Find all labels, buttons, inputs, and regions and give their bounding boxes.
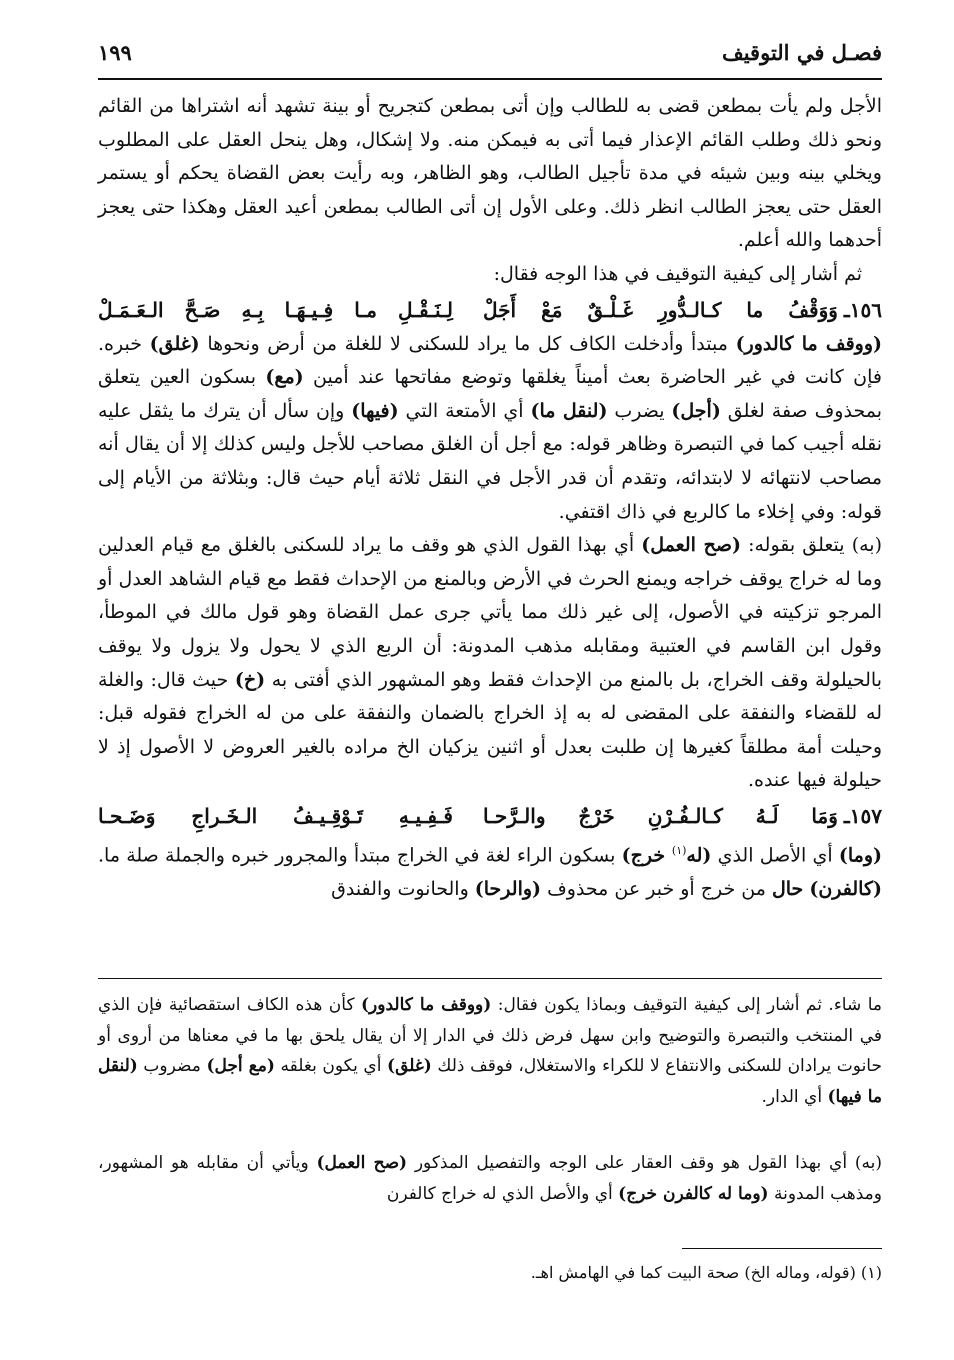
- verse-hemistich-second: لِـنَـقْـلِ مـا فِـيـهَـا بِـهِ صَـحَّ الـعَـمَـلْ: [98, 297, 453, 322]
- verse-hemistich-second: فَـفِـيـهِ تَـوْقِـيـفُ الـخَـراجِ وَضَـحـا: [98, 803, 453, 828]
- note-term: (ووقف ما كالدور): [361, 995, 492, 1015]
- verse-number: ١٥٧ـ: [843, 803, 882, 828]
- commentary-term: (خ): [234, 668, 266, 691]
- commentary-term: (غلق): [149, 332, 200, 355]
- commentary-156: (ووقف ما كالدور) مبتدأ وأدخلت الكاف كل ما يراد للسكنى لا للغلة من أرض ونحوها (غلق) خبره. فإن كانت في غير الحاضرة بعث أميناً يغلقها وتوضع مفاتحها عند أمين (مع) بسكون العين يتعلق بمحذوف صفة لغلق (أجل) يضرب (لنقل ما) أي الأمتعة التي (فيها) وإن سأل أن يترك ما يثقل عليه نقله أجيب كما في التبصرة وظاهر قوله: مع أجل أن الغلق مصاحب للأجل وليس كذلك إلا أن يقال أنه مصاحب لانتهائه لا لابتدائه، وتقدم أن قدر الأجل في النقل ثلاثة أيام حيث قال: وبثلاثة من الأيام إلى قوله: وفي إخلاء ما كالربع في ذاك اقتفي.: [98, 332, 883, 523]
- note-term: (غلق): [387, 1056, 432, 1076]
- verse-hemistich-first: وَمَا لَـهُ كـالـفُـرْنِ خَرْجٌ والـرَّحـا: [482, 803, 838, 828]
- verse-hemistich-first: وَوَقْفُ ما كـالـدُّورِ غَـلْـقٌ مَعْ أَجَلْ: [482, 297, 838, 322]
- note-paragraph: ما شاء. ثم أشار إلى كيفية التوقيف وبماذا يكون فقال: (ووقف ما كالدور) كأن هذه الكاف استقصائية فإن الذي في المنتخب والتبصرة والتوضيح وابن سهل فرض ذلك في الدار إلا أن يقال يلحق بها ما في معناها من أروى أو حانوت يرادان للسكنى والانتفاع لا للكراء والاستغلال، فوقف ذلك (غلق) أي يكون بغلقه (مع أجل) مضروب (لنقل ما فيها) أي الدار.: [98, 995, 882, 1107]
- commentary-157: (وما) أي الأصل الذي (له$^{(١)}$ خرج) بسكون الراء لغة في الخراج مبتدأ والمجرور خبره والجملة صلة ما. (كالفرن) حال من خرج أو خبر عن محذوف (والرحا) والحانوت والفندق: [98, 843, 883, 900]
- commentary-term: (له: [686, 844, 712, 867]
- chapter-title: فصـل في التوقيف: [721, 39, 882, 65]
- verse-157: [98, 798, 882, 834]
- marginal-notes: [98, 990, 882, 1209]
- footnote: [98, 1260, 882, 1286]
- notes-divider: [98, 978, 882, 979]
- commentary-term: (لنقل ما): [530, 399, 608, 422]
- footnote-marker: (١): [860, 1263, 882, 1282]
- commentary-term: (صح العمل): [641, 534, 741, 557]
- note-term: (مع أجل): [206, 1056, 275, 1076]
- commentary-term: حال: [771, 877, 804, 900]
- main-text: [98, 90, 882, 906]
- transition-line: ثم أشار إلى كيفية التوقيف في هذا الوجه فقال:: [493, 262, 862, 285]
- commentary-term: (والرحا): [474, 877, 542, 900]
- commentary-term: (وما): [838, 844, 883, 867]
- note-term: (وما له كالفرن خرج): [618, 1183, 769, 1204]
- intro-paragraph: الأجل ولم يأت بمطعن قضى به للطالب وإن أتى بمطعن كتجريح أو بينة تشهد أنه اشتراها من القائم ونحو ذلك وطلب القائم الإعذار فيما أتى به فيمكن منه. ولا إشكال، وهل ينحل العقل على المطلوب ويخلي بينه وبين شيئه في مدة تأجيل الطالب، وهو الظاهر، وبه رأيت بعض القضاة يحكم أو يستمر العقل حتى يعجز الطالب انظر ذلك. وعلى الأول إن أتى الطالب بمطعن أعيد العقل وهكذا حتى يعجز أحدهما والله أعلم.: [98, 95, 882, 252]
- note-term: (صح العمل): [316, 1153, 408, 1173]
- commentary-term: (أجل): [671, 399, 721, 422]
- footnote-reference: (١): [671, 843, 687, 857]
- commentary-term: (ووقف ما كالدور): [735, 332, 882, 355]
- commentary-term: خرج): [621, 844, 672, 867]
- footnote-divider: [682, 1248, 882, 1249]
- commentary-term: (مع): [265, 366, 304, 389]
- note-paragraph: (به) أي بهذا القول هو وقف العقار على الوجه والتفصيل المذكور (صح العمل) ويأتي أن مقابله هو المشهور، ومذهب المدونة (وما له كالفرن خرج) أي والأصل الذي له خراج كالفرن: [98, 1153, 882, 1204]
- note-term: (لنقل ما فيها): [98, 1056, 882, 1107]
- verse-156: [98, 292, 882, 328]
- page-number: ١٩٩: [98, 39, 132, 65]
- document-page: [98, 0, 882, 1360]
- verse-number: ١٥٦ـ: [843, 297, 882, 322]
- commentary-term: (فيها): [351, 399, 399, 422]
- commentary-term: (كالفرن): [809, 877, 882, 900]
- footnote-text: (قوله، وماله الخ) صحة البيت كما في الهامش اهـ.: [530, 1263, 861, 1282]
- spacer: [98, 1112, 882, 1148]
- header-divider: [98, 78, 882, 80]
- commentary-156-continued: (به) يتعلق بقوله: (صح العمل) أي بهذا القول الذي هو وقف ما يراد للسكنى بالغلق مع قيام العدلين وما له خراج يوقف خراجه ويمنع الحرث في الأرض وبالمنع من الإحداث فقط مع قيام الشاهد العدل أو المرجو تزكيته في الأصول، إلى غير ذلك مما يأتي جرى عمل القضاة وهو قول مالك في الموطأ، وقول ابن القاسم في العتبية ومقابله مذهب المدونة: أن الربع الذي لا يحول ولا يزول ولا يوقف بالحيلولة وقف الخراج، بل بالمنع من الإحداث فقط وهو المشهور الذي أفتى به (خ) حيث قال: والغلة له للقضاء والنفقة على المقضى له به إذ الخراج بالضمان والنفقة على من له الخراج فقوله قبل: وحيلت أمة مطلقاً كغيرها إن طلبت بعدل أو اثنين يزكيان الخ مراده بالغير العروض لا الأصول إذ لا حيلولة فيها عنده.: [98, 534, 882, 792]
- page-header: [98, 30, 882, 74]
